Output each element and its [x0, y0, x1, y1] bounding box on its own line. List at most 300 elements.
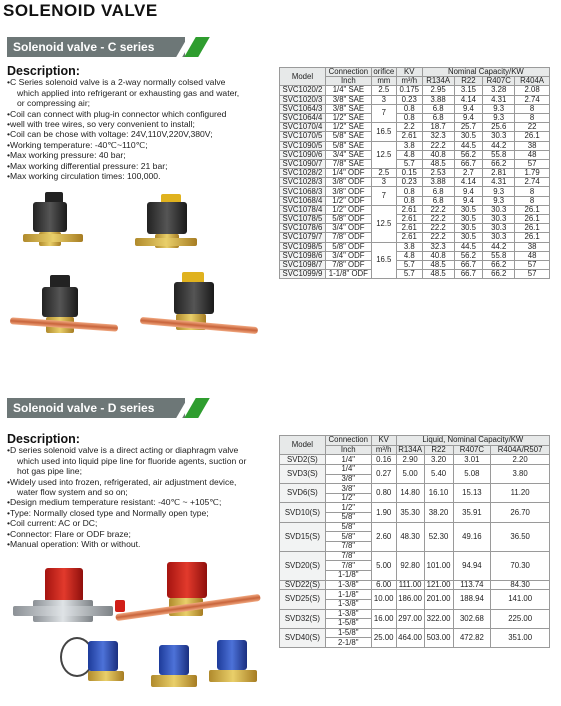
cell-r404a: 57 — [515, 159, 550, 168]
col-header-r404a: R404A — [515, 77, 550, 86]
cell-connection: 5/8" SAE — [325, 141, 371, 150]
cell-model: SVC1068/4 — [280, 196, 326, 205]
cell-r404a: 26.70 — [491, 503, 550, 522]
cell-r134a: 92.80 — [396, 551, 424, 580]
cell-orifice: 12.5 — [371, 205, 396, 242]
description-line: •Max working pressure: 40 bar; — [7, 150, 126, 161]
table-row — [280, 503, 550, 513]
cell-kv: 0.23 — [396, 178, 422, 187]
valve-image-c3 — [10, 275, 120, 350]
cell-connection: 5/8" ODF — [325, 242, 371, 251]
cell-r22: 25.7 — [454, 123, 483, 132]
table-row — [280, 178, 550, 187]
cell-r134a: 2.53 — [422, 169, 454, 178]
cell-r134a: 32.3 — [422, 132, 454, 141]
cell-r407c: 9.3 — [483, 113, 515, 122]
description-line: hot gas pipe line; — [17, 466, 82, 477]
cell-r407c: 94.94 — [453, 551, 491, 580]
banner-title-c: Solenoid valve - C series — [7, 37, 185, 57]
cell-r404a: 8 — [515, 196, 550, 205]
cell-r404a: 2.08 — [515, 86, 550, 95]
cell-model: SVC1070/5 — [280, 132, 326, 141]
cell-r404a: 48 — [515, 150, 550, 159]
cell-r134a: 14.80 — [396, 484, 424, 503]
cell-r134a: 464.00 — [396, 628, 424, 647]
cell-r407c: 9.3 — [483, 187, 515, 196]
valve-image-d5 — [205, 640, 265, 695]
col-header-capacity: Nominal Capacity/KW — [422, 68, 549, 77]
cell-kv: 2.61 — [396, 224, 422, 233]
cell-r22: 2.7 — [454, 169, 483, 178]
cell-r134a: 22.2 — [422, 224, 454, 233]
cell-kv: 0.8 — [396, 196, 422, 205]
table-row — [280, 242, 550, 251]
cell-model: SVD15(S) — [280, 522, 326, 551]
cell-kv: 2.60 — [371, 522, 396, 551]
cell-kv: 0.27 — [371, 464, 396, 483]
cell-model: SVD25(S) — [280, 590, 326, 609]
description-c — [7, 66, 275, 181]
cell-connection: 3/8" ODF — [325, 187, 371, 196]
cell-kv: 5.7 — [396, 159, 422, 168]
cell-r134a: 111.00 — [396, 580, 424, 590]
table-row — [280, 187, 550, 196]
cell-connection: 3/8" ODF — [325, 178, 371, 187]
cell-model: SVC1028/3 — [280, 178, 326, 187]
table-row — [280, 233, 550, 242]
cell-connection: 3/8" SAE — [325, 95, 371, 104]
cell-r404a: 2.74 — [515, 178, 550, 187]
cell-model: SVC1090/5 — [280, 141, 326, 150]
table-row — [280, 150, 550, 159]
cell-r134a: 22.2 — [422, 141, 454, 150]
cell-connection: 5/8" SAE — [325, 132, 371, 141]
cell-kv: 2.61 — [396, 132, 422, 141]
cell-model: SVD6(S) — [280, 484, 326, 503]
cell-kv: 0.8 — [396, 113, 422, 122]
col-header-r22: R22 — [424, 445, 453, 455]
cell-r22: 503.00 — [424, 628, 453, 647]
cell-r407c: 30.3 — [483, 132, 515, 141]
description-line: •Max working differential pressure: 21 bar; — [7, 160, 168, 171]
cell-model: SVC1020/3 — [280, 95, 326, 104]
col-header-unit: m³/h — [396, 77, 422, 86]
cell-model: SVC1064/3 — [280, 104, 326, 113]
col-header-unit: m³/h — [371, 445, 396, 455]
cell-model: SVC1064/4 — [280, 113, 326, 122]
cell-kv: 3.8 — [396, 242, 422, 251]
cell-orifice: 2.5 — [371, 169, 396, 178]
cell-connection: 2-1/8" — [325, 638, 371, 648]
col-header-r134a: R134A — [422, 77, 454, 86]
cell-r22: 322.00 — [424, 609, 453, 628]
cell-connection: 1-3/8" — [325, 609, 371, 619]
description-line: or compressing air; — [17, 98, 91, 109]
cell-model: SVC1098/5 — [280, 242, 326, 251]
cell-kv: 2.2 — [396, 123, 422, 132]
cell-connection: 5/8" — [325, 532, 371, 542]
cell-r404a: 225.00 — [491, 609, 550, 628]
cell-r407c: 30.3 — [483, 233, 515, 242]
cell-connection: 1/2" ODF — [325, 196, 371, 205]
cell-r134a: 2.95 — [422, 86, 454, 95]
cell-r404a: 26.1 — [515, 224, 550, 233]
col-header-r404a: R404A/R507 — [491, 445, 550, 455]
cell-r407c: 3.01 — [453, 455, 491, 465]
cell-r134a: 35.30 — [396, 503, 424, 522]
cell-connection: 1-1/8" — [325, 590, 371, 600]
cell-r22: 30.5 — [454, 132, 483, 141]
cell-r407c: 66.2 — [483, 270, 515, 279]
cell-r22: 9.4 — [454, 113, 483, 122]
cell-kv: 2.61 — [396, 233, 422, 242]
cell-r22: 56.2 — [454, 251, 483, 260]
cell-kv: 6.00 — [371, 580, 396, 590]
cell-r134a: 40.8 — [422, 150, 454, 159]
cell-connection: 3/8" SAE — [325, 104, 371, 113]
cell-r407c: 5.08 — [453, 464, 491, 483]
cell-kv: 2.61 — [396, 215, 422, 224]
cell-r407c: 302.68 — [453, 609, 491, 628]
description-line: •D series solenoid valve is a direct acting or diaphragm valve — [7, 445, 239, 456]
col-header-orifice: orifice — [371, 68, 396, 77]
cell-kv: 0.175 — [396, 86, 422, 95]
cell-r407c: 44.2 — [483, 242, 515, 251]
description-line: •Design medium temperature resistant: -40℃ ~ +105℃; — [7, 497, 222, 508]
cell-r22: 56.2 — [454, 150, 483, 159]
cell-orifice: 3 — [371, 95, 396, 104]
cell-connection: 5/8" — [325, 522, 371, 532]
cell-connection: 7/8" ODF — [325, 233, 371, 242]
cell-orifice: 3 — [371, 178, 396, 187]
cell-r134a: 22.2 — [422, 215, 454, 224]
cell-r407c: 66.2 — [483, 260, 515, 269]
table-row — [280, 590, 550, 600]
cell-model: SVC1098/6 — [280, 251, 326, 260]
cell-r404a: 2.20 — [491, 455, 550, 465]
col-header-r134a: R134A — [396, 445, 424, 455]
cell-model: SVD2(S) — [280, 455, 326, 465]
cell-kv: 3.8 — [396, 141, 422, 150]
cell-kv: 0.15 — [396, 169, 422, 178]
cell-r407c: 30.3 — [483, 215, 515, 224]
cell-r404a: 351.00 — [491, 628, 550, 647]
cell-kv: 10.00 — [371, 590, 396, 609]
description-line: •C Series solenoid valve is a 2-way normally colsed valve — [7, 77, 226, 88]
description-line: •Max working circulation times: 100,000. — [7, 171, 161, 182]
table-row — [280, 522, 550, 532]
cell-r22: 9.4 — [454, 104, 483, 113]
cell-connection: 7/8" — [325, 561, 371, 571]
table-row — [280, 270, 550, 279]
cell-r404a: 57 — [515, 260, 550, 269]
cell-r134a: 297.00 — [396, 609, 424, 628]
cell-connection: 3/8" — [325, 484, 371, 494]
valve-image-c1 — [15, 190, 95, 260]
cell-r407c: 30.3 — [483, 205, 515, 214]
cell-r407c: 49.16 — [453, 522, 491, 551]
cell-r22: 44.5 — [454, 242, 483, 251]
col-header-kv: KV — [371, 436, 396, 446]
table-row — [280, 609, 550, 619]
description-line: which applied into refrigerant or exhausting gas and water, — [17, 87, 240, 98]
cell-orifice: 16.5 — [371, 242, 396, 279]
cell-r404a: 26.1 — [515, 233, 550, 242]
cell-connection: 1-3/8" — [325, 599, 371, 609]
cell-r407c: 188.94 — [453, 590, 491, 609]
cell-orifice: 7 — [371, 104, 396, 122]
description-heading: Description: — [7, 64, 80, 78]
col-header-kv: KV — [396, 68, 422, 77]
cell-connection: 3/8" — [325, 474, 371, 484]
table-row — [280, 464, 550, 474]
cell-r134a: 5.00 — [396, 464, 424, 483]
valve-image-d3 — [60, 635, 140, 695]
cell-connection: 1/4" SAE — [325, 86, 371, 95]
cell-kv: 5.00 — [371, 551, 396, 580]
table-row — [280, 580, 550, 590]
cell-connection: 1/2" SAE — [325, 113, 371, 122]
cell-r407c: 3.28 — [483, 86, 515, 95]
cell-r134a: 6.8 — [422, 104, 454, 113]
cell-r22: 30.5 — [454, 205, 483, 214]
cell-r407c: 9.3 — [483, 104, 515, 113]
cell-r407c: 66.2 — [483, 159, 515, 168]
cell-kv: 0.23 — [396, 95, 422, 104]
cell-r404a: 38 — [515, 141, 550, 150]
col-header-r407c: R407C — [453, 445, 491, 455]
cell-r407c: 2.81 — [483, 169, 515, 178]
cell-r22: 66.7 — [454, 270, 483, 279]
cell-kv: 2.61 — [396, 205, 422, 214]
table-row — [280, 86, 550, 95]
col-header-connection: Connection — [325, 436, 371, 446]
cell-r404a: 26.1 — [515, 215, 550, 224]
table-row — [280, 132, 550, 141]
cell-r134a: 22.2 — [422, 205, 454, 214]
cell-model: SVC1028/2 — [280, 169, 326, 178]
cell-r407c: 30.3 — [483, 224, 515, 233]
cell-connection: 7/8" SAE — [325, 159, 371, 168]
cell-connection: 1/2" — [325, 503, 371, 513]
table-row — [280, 141, 550, 150]
cell-model: SVD3(S) — [280, 464, 326, 483]
cell-r134a: 40.8 — [422, 251, 454, 260]
col-header-r22: R22 — [454, 77, 483, 86]
cell-model: SVD10(S) — [280, 503, 326, 522]
cell-orifice: 7 — [371, 187, 396, 205]
cell-r22: 30.5 — [454, 224, 483, 233]
cell-r22: 3.20 — [424, 455, 453, 465]
cell-r404a: 70.30 — [491, 551, 550, 580]
col-header-inch: Inch — [325, 445, 371, 455]
cell-r134a: 48.30 — [396, 522, 424, 551]
description-line: •Widely used into frozen, refrigerated, air adjustment device, — [7, 476, 237, 487]
cell-r22: 4.14 — [454, 178, 483, 187]
cell-r22: 201.00 — [424, 590, 453, 609]
description-line: •Connector: Flare or ODF braze; — [7, 528, 131, 539]
cell-model: SVC1070/4 — [280, 123, 326, 132]
cell-connection: 1/2" SAE — [325, 123, 371, 132]
cell-model: SVD40(S) — [280, 628, 326, 647]
col-header-inch: Inch — [325, 77, 371, 86]
cell-r404a: 11.20 — [491, 484, 550, 503]
cell-r22: 66.7 — [454, 159, 483, 168]
cell-orifice: 16.5 — [371, 123, 396, 141]
cell-kv: 0.8 — [396, 187, 422, 196]
cell-connection: 3/4" ODF — [325, 224, 371, 233]
cell-r407c: 472.82 — [453, 628, 491, 647]
cell-r404a: 2.74 — [515, 95, 550, 104]
cell-kv: 25.00 — [371, 628, 396, 647]
cell-orifice: 2.5 — [371, 86, 396, 95]
page-title: SOLENOID VALVE — [3, 1, 158, 20]
cell-r407c: 35.91 — [453, 503, 491, 522]
cell-r134a: 48.5 — [422, 260, 454, 269]
cell-r22: 38.20 — [424, 503, 453, 522]
cell-r22: 9.4 — [454, 187, 483, 196]
cell-model: SVC1079/7 — [280, 233, 326, 242]
cell-r134a: 6.8 — [422, 113, 454, 122]
cell-r22: 52.30 — [424, 522, 453, 551]
table-row — [280, 551, 550, 561]
cell-r22: 30.5 — [454, 215, 483, 224]
cell-r22: 5.40 — [424, 464, 453, 483]
cell-r134a: 6.8 — [422, 196, 454, 205]
cell-r134a: 48.5 — [422, 159, 454, 168]
description-line: •Coil can connect with plug-in connector which configured — [7, 108, 227, 119]
cell-r134a: 48.5 — [422, 270, 454, 279]
description-line: which used into liquid pipe line for fluoride agents, suction or — [17, 455, 247, 466]
cell-connection: 3/4" SAE — [325, 150, 371, 159]
section-banner-d — [7, 398, 207, 418]
cell-r22: 9.4 — [454, 196, 483, 205]
c-series-photos — [10, 190, 270, 365]
cell-r404a: 1.79 — [515, 169, 550, 178]
cell-r407c: 4.31 — [483, 95, 515, 104]
cell-connection: 3/4" ODF — [325, 251, 371, 260]
cell-r407c: 9.3 — [483, 196, 515, 205]
table-row — [280, 95, 550, 104]
cell-connection: 7/8" ODF — [325, 260, 371, 269]
cell-r407c: 25.6 — [483, 123, 515, 132]
col-header-connection: Connection — [325, 68, 371, 77]
table-row — [280, 455, 550, 465]
cell-model: SVC1068/3 — [280, 187, 326, 196]
section-banner-c — [7, 37, 207, 57]
description-line: •well with tree wires, so very convenient to install; — [7, 119, 195, 130]
cell-connection: 7/8" — [325, 542, 371, 552]
col-header-model: Model — [280, 68, 326, 86]
cell-model: SVC1099/9 — [280, 270, 326, 279]
cell-connection: 1-1/8" ODF — [325, 270, 371, 279]
cell-model: SVC1090/7 — [280, 159, 326, 168]
cell-r22: 30.5 — [454, 233, 483, 242]
cell-model: SVC1078/6 — [280, 224, 326, 233]
description-line: •Coil can be chose with voltage: 24V,110V,220V,380V; — [7, 129, 213, 140]
cell-r134a: 3.88 — [422, 178, 454, 187]
cell-r404a: 3.80 — [491, 464, 550, 483]
cell-model: SVC1090/6 — [280, 150, 326, 159]
cell-connection: 1-3/8" — [325, 580, 371, 590]
cell-r134a: 186.00 — [396, 590, 424, 609]
cell-r404a: 22 — [515, 123, 550, 132]
cell-r22: 101.00 — [424, 551, 453, 580]
cell-model: SVD22(S) — [280, 580, 326, 590]
description-line: •Working temperature: -40℃~110℃; — [7, 139, 148, 150]
cell-r22: 4.14 — [454, 95, 483, 104]
d-series-spec-table — [279, 435, 550, 648]
cell-r404a: 8 — [515, 187, 550, 196]
cell-connection: 1-5/8" — [325, 619, 371, 629]
cell-r407c: 55.8 — [483, 150, 515, 159]
cell-kv: 16.00 — [371, 609, 396, 628]
cell-kv: 4.8 — [396, 251, 422, 260]
cell-kv: 0.8 — [396, 104, 422, 113]
cell-r22: 16.10 — [424, 484, 453, 503]
valve-image-c2 — [135, 190, 225, 265]
col-header-model: Model — [280, 436, 326, 455]
valve-image-d4 — [145, 645, 205, 695]
cell-kv: 5.7 — [396, 270, 422, 279]
cell-connection: 1/4" — [325, 464, 371, 474]
cell-r404a: 84.30 — [491, 580, 550, 590]
cell-r404a: 36.50 — [491, 522, 550, 551]
cell-model: SVC1098/7 — [280, 260, 326, 269]
cell-model: SVD32(S) — [280, 609, 326, 628]
col-header-r407c: R407C — [483, 77, 515, 86]
c-series-spec-table — [279, 67, 550, 279]
cell-r407c: 44.2 — [483, 141, 515, 150]
cell-r134a: 6.8 — [422, 187, 454, 196]
cell-model: SVC1020/2 — [280, 86, 326, 95]
cell-r22: 66.7 — [454, 260, 483, 269]
cell-r134a: 18.7 — [422, 123, 454, 132]
cell-kv: 5.7 — [396, 260, 422, 269]
cell-r22: 3.15 — [454, 86, 483, 95]
cell-r407c: 55.8 — [483, 251, 515, 260]
cell-r404a: 8 — [515, 113, 550, 122]
cell-orifice: 12.5 — [371, 141, 396, 169]
cell-r134a: 3.88 — [422, 95, 454, 104]
cell-connection: 1/4" ODF — [325, 169, 371, 178]
col-header-capacity: Liquid, Nominal Capacity/KW — [396, 436, 549, 446]
valve-image-c4 — [140, 270, 260, 355]
valve-image-d1 — [13, 568, 113, 633]
cell-connection: 5/8" ODF — [325, 215, 371, 224]
valve-image-d2 — [115, 560, 265, 635]
cell-r407c: 113.74 — [453, 580, 491, 590]
cell-connection: 1/4" — [325, 455, 371, 465]
cell-kv: 4.8 — [396, 150, 422, 159]
cell-r404a: 48 — [515, 251, 550, 260]
cell-r407c: 15.13 — [453, 484, 491, 503]
cell-r407c: 4.31 — [483, 178, 515, 187]
cell-r22: 44.5 — [454, 141, 483, 150]
d-series-photos — [5, 560, 275, 700]
table-row — [280, 484, 550, 494]
cell-r404a: 141.00 — [491, 590, 550, 609]
table-row — [280, 196, 550, 205]
cell-connection: 7/8" — [325, 551, 371, 561]
description-line: •Type: Normally closed type and Normally open type; — [7, 507, 209, 518]
cell-r404a: 38 — [515, 242, 550, 251]
cell-r134a: 2.90 — [396, 455, 424, 465]
cell-kv: 0.80 — [371, 484, 396, 503]
cell-r404a: 26.1 — [515, 132, 550, 141]
cell-r404a: 8 — [515, 104, 550, 113]
cell-r134a: 32.3 — [422, 242, 454, 251]
